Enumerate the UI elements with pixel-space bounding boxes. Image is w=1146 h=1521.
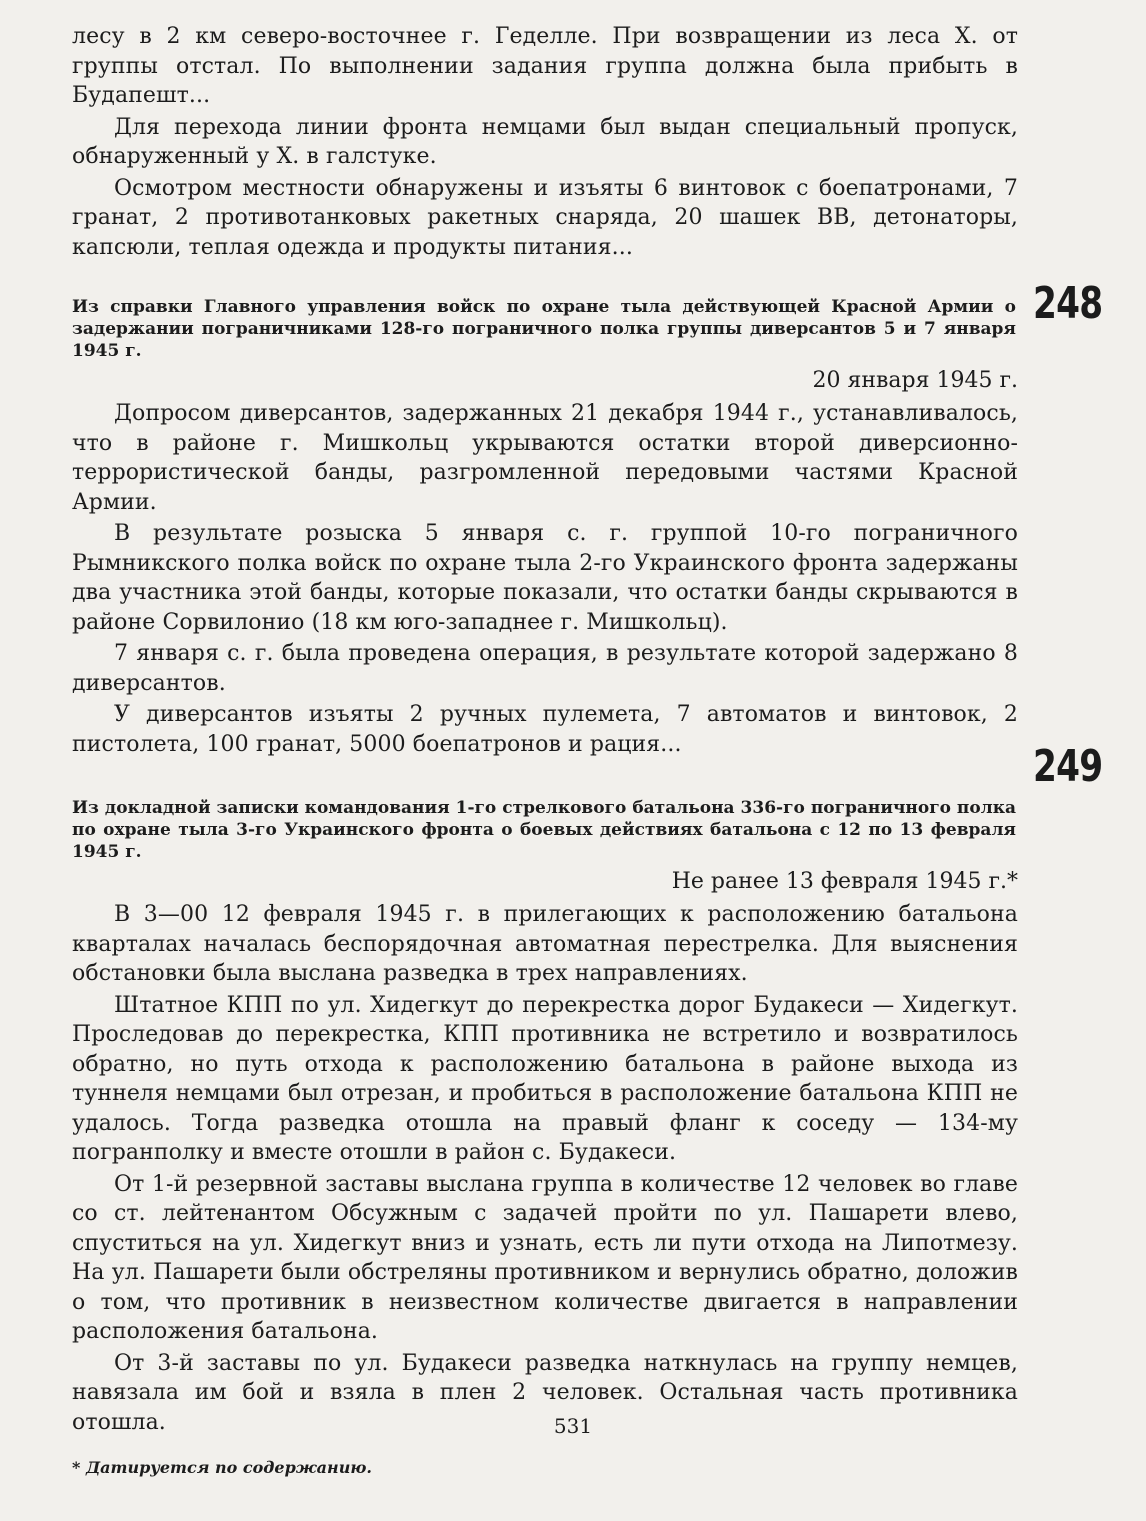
document-249-paragraph: Штатное КПП по ул. Хидегкут до перекрестка дорог Будакеси — Хидегкут. Проследовав до перекрестка, КПП противника не встретило и возвратилось обратно, но путь отхода к расположению батальона в районе выхода из туннеля немцами был отрезан, и пробиться в расположение батальона КПП не удалось. Тогда разведка отошла на правый фланг к соседу — 134-му погранполку и вместе отошли в район с. Будакеси.: [72, 992, 1018, 1165]
document-248: [72, 296, 1018, 759]
page-number: 531: [553, 1414, 593, 1438]
document-248-paragraph: Допросом диверсантов, задержанных 21 декабря 1944 г., устанавливалось, что в районе г. Мишкольц укрываются остатки второй диверсионно-террористической банды, разгромленной передовыми частями Красной Армии.: [72, 401, 1018, 515]
intro-section: [72, 22, 1018, 262]
document-249-paragraph: От 1-й резервной заставы выслана группа в количестве 12 человек во главе со ст. лейтенантом Обсужным с задачей пройти по ул. Пашарети влево, спуститься на ул. Хидегкут вниз и узнать, есть ли пути отхода на Липотмезу. На ул. Пашарети были обстреляны противником и вернулись обратно, доложив о том, что противник в неизвестном количестве двигается в направлении расположения батальона.: [72, 1171, 1018, 1344]
document-248-date: 20 января 1945 г.: [812, 368, 1018, 393]
document-249-heading: Из докладной записки командования 1-го стрелкового батальона 336-го пограничного полка по охране тыла 3-го Украинского фронта о боевых действиях батальона с 12 по 13 февраля 1945 г.: [72, 798, 1016, 862]
document-249-paragraph: От 3-й заставы по ул. Будакеси разведка наткнулась на группу немцев, навязала им бой и взяла в плен 2 человек. Остальная часть противника отошла.: [72, 1350, 1018, 1435]
intro-paragraph: лесу в 2 км северо-восточнее г. Геделле. При возвращении из леса Х. от группы отстал. По выполнении задания группа должна была прибыть в Будапешт...: [72, 24, 1018, 108]
document-248-paragraph: В результате розыска 5 января с. г. группой 10-го пограничного Рымникского полка войск по охране тыла 2-го Украинского фронта задержаны два участника этой банды, которые показали, что остатки банды скрываются в районе Сорвилонио (18 км юго-западнее г. Мишкольц).: [72, 521, 1018, 635]
document-248-paragraph: 7 января с. г. была проведена операция, в результате которой задержано 8 диверсантов.: [72, 641, 1018, 696]
document-249-paragraph: В 3—00 12 февраля 1945 г. в прилегающих к расположению батальона кварталах началась беспорядочная автоматная перестрелка. Для выяснения обстановки была выслана разведка в трех направлениях.: [72, 902, 1018, 986]
footnote: * Датируется по содержанию.: [72, 1458, 372, 1477]
document-number-249: 249: [1033, 741, 1103, 792]
intro-paragraph: Осмотром местности обнаружены и изъяты 6 винтовок с боепатронами, 7 гранат, 2 противотанковых ракетных снаряда, 20 шашек ВВ, детонаторы, капсюли, теплая одежда и продукты питания...: [72, 175, 1018, 260]
document-248-paragraph: У диверсантов изъяты 2 ручных пулемета, 7 автоматов и винтовок, 2 пистолета, 100 гранат, 5000 боепатронов и рация...: [72, 702, 1018, 757]
document-248-heading: Из справки Главного управления войск по охране тыла действующей Красной Армии о задержании пограничниками 128-го пограничного полка группы диверсантов 5 и 7 января 1945 г.: [72, 297, 1016, 361]
document-249-date: Не ранее 13 февраля 1945 г.*: [671, 869, 1018, 894]
page-body: [72, 22, 1018, 1479]
document-number-248: 248: [1033, 278, 1103, 329]
intro-paragraph: Для перехода линии фронта немцами был выдан специальный пропуск, обнаруженный у Х. в галстуке.: [72, 114, 1018, 169]
document-249: [72, 797, 1018, 1437]
